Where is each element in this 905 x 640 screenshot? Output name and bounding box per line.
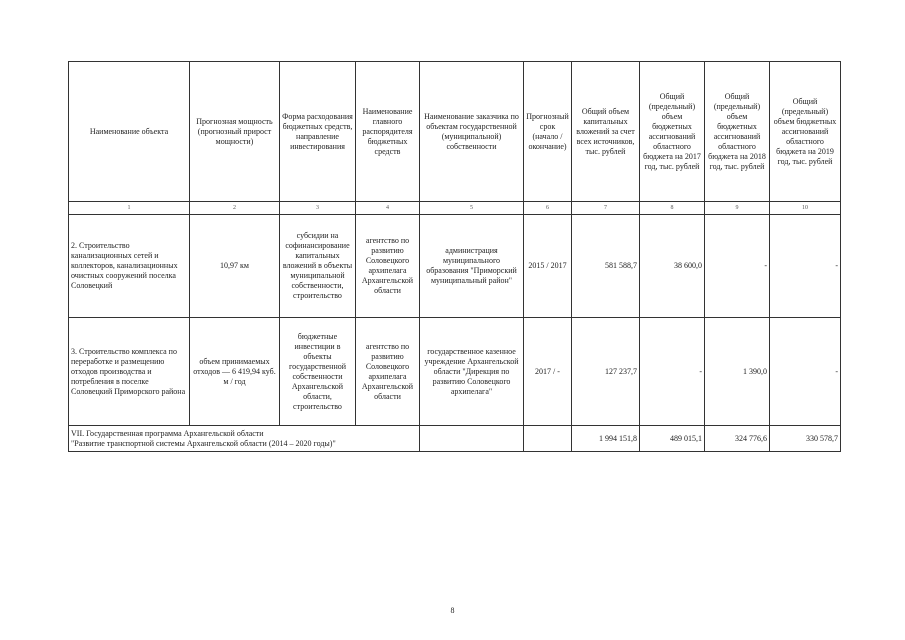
- column-number: 4: [356, 202, 420, 215]
- column-numbers-row: [69, 202, 841, 215]
- program-budget-2018: 324 776,6: [705, 426, 770, 452]
- column-number: 7: [572, 202, 640, 215]
- header-budget-2019: Общий (предельный) объем бюджетных ассигнований областного бюджета на 2019 год, тыс. рублей: [770, 62, 841, 202]
- program-total-investment: 1 994 151,8: [572, 426, 640, 452]
- spending-form: субсидии на софинансирование капитальных вложений в объекты муниципальной собственности, строительство: [280, 215, 356, 318]
- header-term: Прогнозный срок (начало / окончание): [524, 62, 572, 202]
- spending-form: бюджетные инвестиции в объекты государственной собственности Архангельской области, строительство: [280, 318, 356, 426]
- column-number: 3: [280, 202, 356, 215]
- program-total-row: [69, 426, 841, 452]
- program-title-line-2: "Развитие транспортной системы Архангельской области (2014 – 2020 годы)": [71, 438, 336, 448]
- column-number: 2: [190, 202, 280, 215]
- program-budget-2019: 330 578,7: [770, 426, 841, 452]
- header-total-investment: Общий объем капитальных вложений за счет всех источников, тыс. рублей: [572, 62, 640, 202]
- main-distributor: агентство по развитию Соловецкого архипелага Архангельской области: [356, 318, 420, 426]
- budget-2018-value: -: [705, 215, 770, 318]
- table-row: [69, 215, 841, 318]
- header-budget-2018: Общий (предельный) объем бюджетных ассигнований областного бюджета на 2018 год, тыс. рублей: [705, 62, 770, 202]
- page-number: 8: [450, 606, 455, 615]
- customer-name: администрация муниципального образования "Приморский муниципальный район": [420, 215, 524, 318]
- object-name: 2. Строительство канализационных сетей и коллекторов, канализационных очистных сооружений поселка Соловецкий: [69, 215, 190, 318]
- capacity-value: 10,97 км: [190, 215, 280, 318]
- header-row: [69, 62, 841, 202]
- table-row: [69, 318, 841, 426]
- column-number: 6: [524, 202, 572, 215]
- header-budget-2017: Общий (предельный) объем бюджетных ассигнований областного бюджета на 2017 год, тыс. рублей: [640, 62, 705, 202]
- term-value: 2017 / -: [524, 318, 572, 426]
- header-object-name: Наименование объекта: [69, 62, 190, 202]
- column-number: 9: [705, 202, 770, 215]
- budget-2018-value: 1 390,0: [705, 318, 770, 426]
- header-main-distributor: Наименование главного распорядителя бюджетных средств: [356, 62, 420, 202]
- customer-name: государственное казенное учреждение Архангельской области "Дирекция по развитию Соловецкого архипелага": [420, 318, 524, 426]
- budget-2019-value: -: [770, 215, 841, 318]
- empty-cell: [420, 426, 524, 452]
- main-distributor: агентство по развитию Соловецкого архипелага Архангельской области: [356, 215, 420, 318]
- total-investment-value: 127 237,7: [572, 318, 640, 426]
- column-number: 5: [420, 202, 524, 215]
- header-customer: Наименование заказчика по объектам государственной (муниципальной) собственности: [420, 62, 524, 202]
- header-spending-form: Форма расходования бюджетных средств, направление инвестирования: [280, 62, 356, 202]
- column-number: 1: [69, 202, 190, 215]
- program-title: [69, 426, 420, 452]
- empty-cell: [524, 426, 572, 452]
- program-budget-2017: 489 015,1: [640, 426, 705, 452]
- object-name: 3. Строительство комплекса по переработке и размещению отходов производства и потребления в поселке Соловецкий Приморского района: [69, 318, 190, 426]
- header-capacity: Прогнозная мощность (прогнозный прирост мощности): [190, 62, 280, 202]
- column-number: 10: [770, 202, 841, 215]
- capital-investment-table: [68, 61, 841, 452]
- total-investment-value: 581 588,7: [572, 215, 640, 318]
- program-title-line-1: VII. Государственная программа Архангельской области: [71, 428, 264, 438]
- column-number: 8: [640, 202, 705, 215]
- budget-2019-value: -: [770, 318, 841, 426]
- budget-2017-value: -: [640, 318, 705, 426]
- term-value: 2015 / 2017: [524, 215, 572, 318]
- capacity-value: объем принимаемых отходов — 6 419,94 куб. м / год: [190, 318, 280, 426]
- budget-2017-value: 38 600,0: [640, 215, 705, 318]
